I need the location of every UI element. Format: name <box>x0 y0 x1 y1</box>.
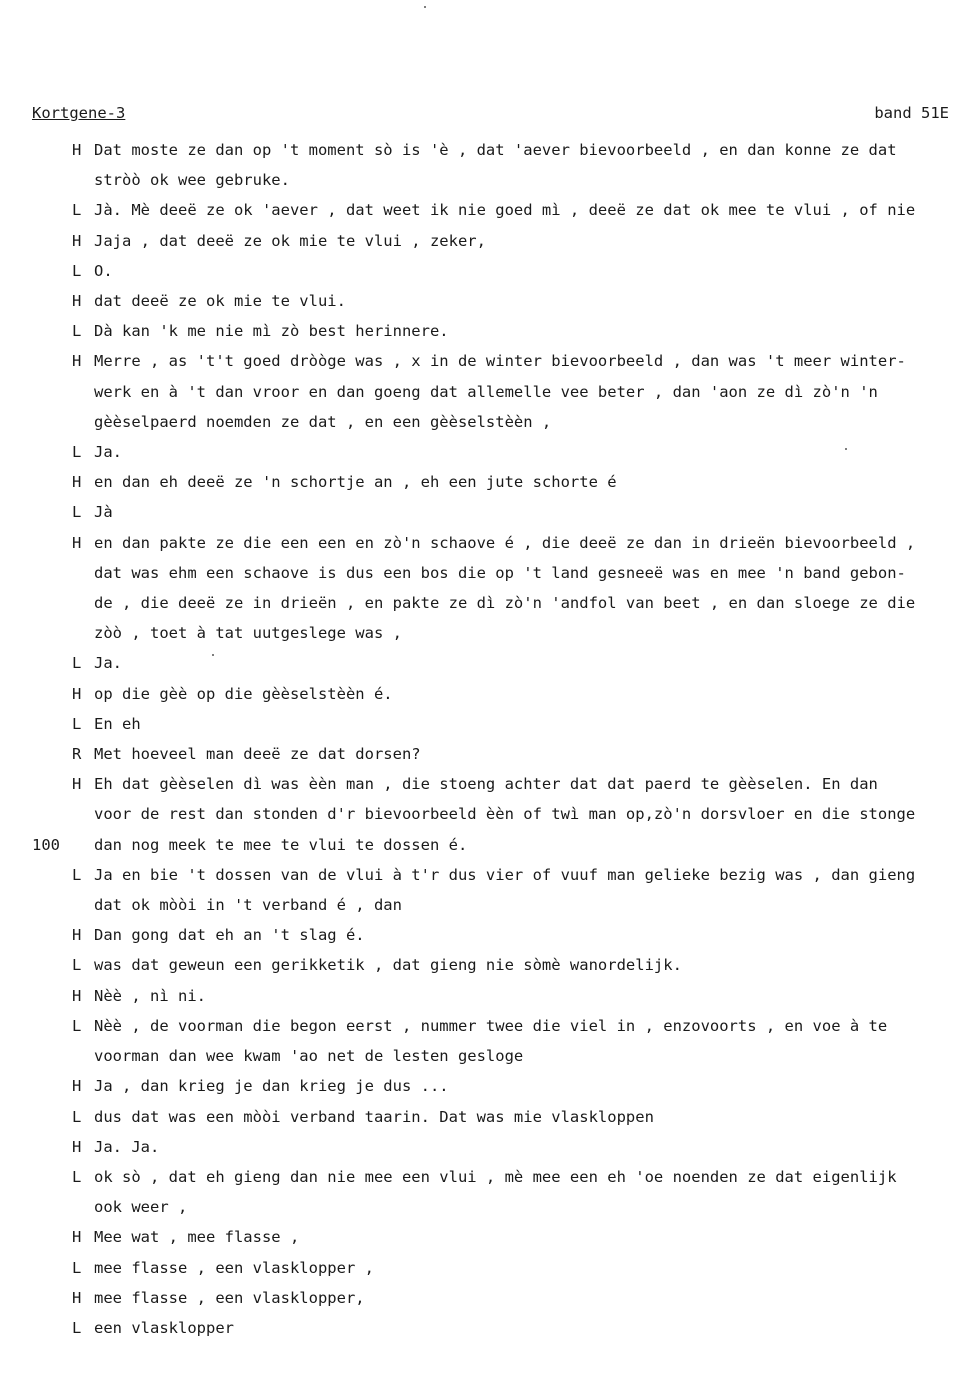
transcript-line: op die gèè op die gèèselstèèn é. <box>94 684 393 703</box>
transcript-line: Jaja , dat deeë ze ok mie te vlui , zeker, <box>94 231 486 250</box>
transcript-entry <box>0 950 979 980</box>
speaker-label: H <box>72 1137 82 1156</box>
transcript-line: een vlasklopper <box>94 1318 234 1337</box>
transcript-entry <box>0 195 979 225</box>
line-number: 100 <box>32 835 60 854</box>
transcript-line: Met hoeveel man deeë ze dat dorsen? <box>94 745 421 764</box>
speaker-label: L <box>72 865 82 884</box>
transcript-entry <box>0 135 979 195</box>
transcript-entry <box>0 1313 979 1343</box>
transcript-line: gèèselpaerd noemden ze dat , en een gèèselstèèn , <box>94 412 552 431</box>
speaker-label: H <box>72 292 82 311</box>
transcript-line: Nèè , de voorman die begon eerst , nummer twee die viel in , enzovoorts , en voe à te <box>94 1016 888 1035</box>
transcript-line: de , die deeë ze in drieën , en pakte ze dì zò'n 'andfol van beet , en dan sloege ze die <box>94 594 916 613</box>
transcript-line: Dà kan 'k me nie mì zò best herinnere. <box>94 322 449 341</box>
transcript-line: werk en à 't dan vroor en dan goeng dat allemelle vee beter , dan 'aon ze dì zò'n 'n <box>94 382 878 401</box>
transcript-entry <box>0 437 979 467</box>
transcript-entry <box>0 226 979 256</box>
transcript-line: dus dat was een mòòi verband taarin. Dat was mie vlaskloppen <box>94 1107 654 1126</box>
transcript-line: voorman dan wee kwam 'ao net de lesten gesloge <box>94 1047 524 1066</box>
transcript-line: Ja. <box>94 443 122 462</box>
speaker-label: L <box>72 1107 82 1126</box>
transcript-line: Nèè , nì ni. <box>94 986 206 1005</box>
transcript-line: Eh dat gèèselen dì was èèn man , die stoeng achter dat dat paerd te gèèselen. En dan <box>94 775 878 794</box>
speaker-label: H <box>72 231 82 250</box>
speck-mark <box>424 6 426 8</box>
transcript-line: dat ok mòòi in 't verband é , dan <box>94 896 402 915</box>
transcript-entry <box>0 769 979 860</box>
transcript-line: En eh <box>94 714 141 733</box>
transcript-line: Ja en bie 't dossen van de vlui à t'r dus vier of vuuf man gelieke bezig was , dan gieng <box>94 865 916 884</box>
speaker-label: H <box>72 684 82 703</box>
speaker-label: R <box>72 745 82 764</box>
speaker-label: L <box>72 261 82 280</box>
transcript-entry <box>0 1222 979 1252</box>
transcript-entry <box>0 920 979 950</box>
speaker-label: L <box>72 1318 82 1337</box>
transcript-entry <box>0 1102 979 1132</box>
transcript-line: voor de rest dan stonden d'r bievoorbeeld èèn of twì man op,zò'n dorsvloer en die stonge <box>94 805 916 824</box>
speaker-label: H <box>72 473 82 492</box>
transcript-entry <box>0 679 979 709</box>
transcript-entry <box>0 1283 979 1313</box>
speaker-label: H <box>72 775 82 794</box>
transcript-entry <box>0 286 979 316</box>
speaker-label: L <box>72 1016 82 1035</box>
transcript-line: Dat moste ze dan op 't moment sò is 'è , dat 'aever bievoorbeeld , en dan konne ze dat <box>94 141 897 159</box>
transcript-entry <box>0 709 979 739</box>
transcript-entry <box>0 1253 979 1283</box>
speaker-label: L <box>72 201 82 220</box>
transcript-entry <box>0 981 979 1011</box>
transcript-entry <box>0 256 979 286</box>
speaker-label: H <box>72 926 82 945</box>
speaker-label: L <box>72 714 82 733</box>
speaker-label: L <box>72 443 82 462</box>
transcript-line: mee flasse , een vlasklopper, <box>94 1288 365 1307</box>
speaker-label: H <box>72 1077 82 1096</box>
transcript-line: dat deeë ze ok mie te vlui. <box>94 292 346 311</box>
speaker-label: H <box>72 352 82 371</box>
transcript-entry <box>0 1132 979 1162</box>
transcript-line: en dan eh deeë ze 'n schortje an , eh een jute schorte é <box>94 473 617 492</box>
transcript-entry <box>0 497 979 527</box>
transcript-line: Ja , dan krieg je dan krieg je dus ... <box>94 1077 449 1096</box>
transcript-line: dan nog meek te mee te vlui te dossen é. <box>94 835 468 854</box>
transcript-entry <box>0 648 979 678</box>
speaker-label: H <box>72 533 82 552</box>
speaker-label: H <box>72 986 82 1005</box>
band-number: band 51E <box>874 104 949 122</box>
transcript-line: ok sò , dat eh gieng dan nie mee een vlui , mè mee een eh 'oe noenden ze dat eigenlijk <box>94 1167 897 1186</box>
transcript-line: ook weer , <box>94 1198 188 1217</box>
transcript-entry <box>0 1071 979 1101</box>
transcript-line: Ja. Ja. <box>94 1137 160 1156</box>
transcript-entry <box>0 316 979 346</box>
transcript-line: en dan pakte ze die een een en zò'n schaove é , die deeë ze dan in drieën bievoorbeeld , <box>94 533 916 552</box>
transcript-line: Merre , as 't't goed dròòge was , x in de winter bievoorbeeld , dan was 't meer winter- <box>94 352 906 371</box>
transcript-line: was dat geweun een gerikketik , dat gieng nie sòmè wanordelijk. <box>94 956 682 975</box>
speaker-label: H <box>72 1228 82 1247</box>
speaker-label: L <box>72 654 82 673</box>
speaker-label: L <box>72 322 82 341</box>
transcript-line: O. <box>94 261 113 280</box>
transcript-line: Mee wat , mee flasse , <box>94 1228 300 1247</box>
speaker-label: H <box>72 141 82 159</box>
transcript-line: stròò ok wee gebruke. <box>94 171 290 190</box>
transcript-entry <box>0 528 979 649</box>
transcript-line: Jà. Mè deeë ze ok 'aever , dat weet ik nie goed mì , deeë ze dat ok mee te vlui , of nie <box>94 201 916 220</box>
transcript-line: dat was ehm een schaove is dus een bos die op 't land gesneeë was en mee 'n band gebon- <box>94 563 906 582</box>
transcript-entry <box>0 467 979 497</box>
speaker-label: L <box>72 956 82 975</box>
speaker-label: L <box>72 503 82 522</box>
transcript-entry <box>0 1162 979 1222</box>
transcript-line: Dan gong dat eh an 't slag é. <box>94 926 365 945</box>
transcript-line: Jà <box>94 503 113 522</box>
transcript-line: Ja. <box>94 654 122 673</box>
transcript-line: mee flasse , een vlasklopper , <box>94 1258 374 1277</box>
transcript-entry <box>0 739 979 769</box>
speaker-label: H <box>72 1288 82 1307</box>
speaker-label: L <box>72 1258 82 1277</box>
transcript-entry <box>0 346 979 437</box>
transcript-body <box>0 135 979 1343</box>
speaker-label: L <box>72 1167 82 1186</box>
transcript-entry <box>0 860 979 920</box>
transcript-entry <box>0 1011 979 1071</box>
document-title: Kortgene-3 <box>32 104 126 122</box>
transcript-line: zòò , toet à tat uutgeslege was , <box>94 624 402 643</box>
